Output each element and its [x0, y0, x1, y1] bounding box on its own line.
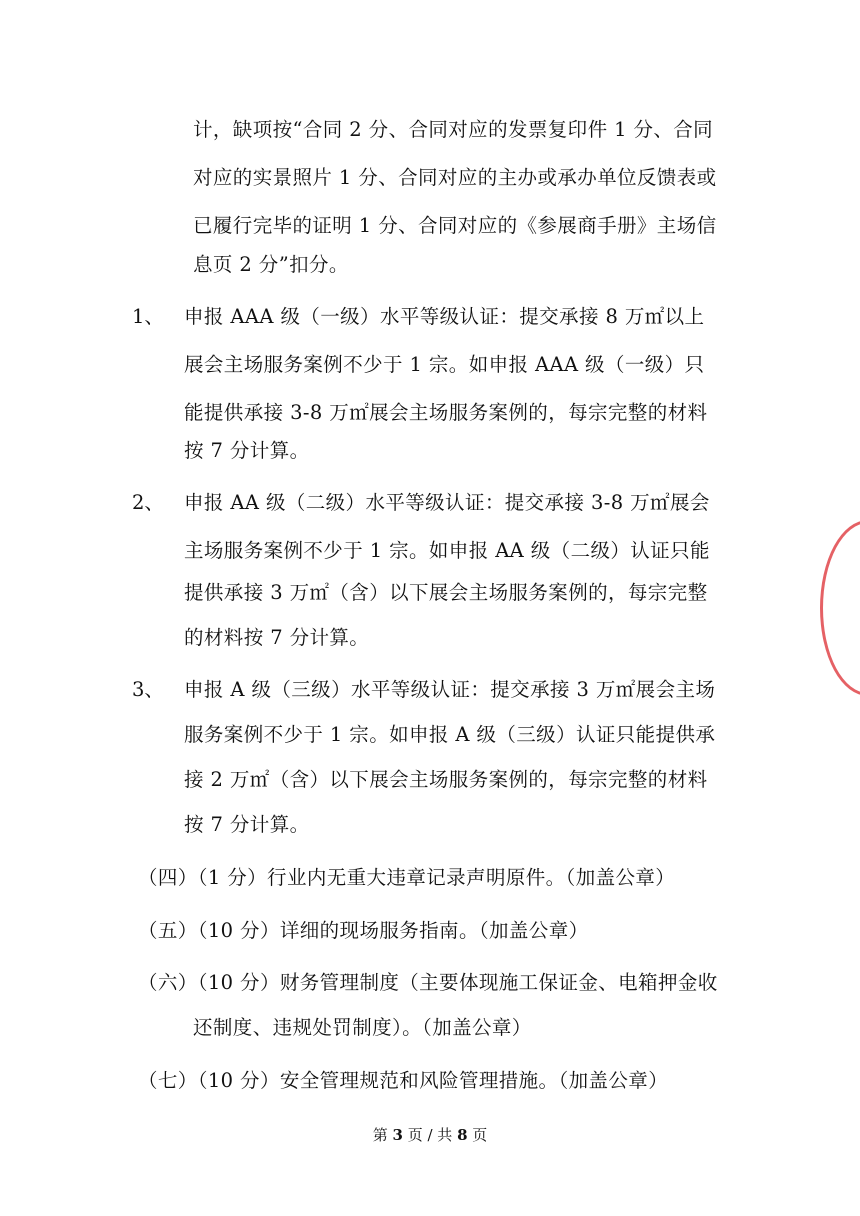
list-item-number: 1、 — [132, 305, 164, 328]
list-item-line: 主场服务案例不少于 1 宗。如申报 AA 级（二级）认证只能 — [184, 539, 710, 562]
current-page-number: 3 — [392, 1126, 403, 1144]
section-line: （四）（1 分）行业内无重大违章记录声明原件。（加盖公章） — [138, 866, 676, 889]
list-item-line: 按 7 分计算。 — [184, 813, 310, 836]
intro-line: 息页 2 分”扣分。 — [193, 253, 349, 276]
section-line: （六）（10 分）财务管理制度（主要体现施工保证金、电箱押金收 — [138, 971, 718, 994]
footer-suffix: 页 — [472, 1126, 488, 1144]
list-item-number: 3、 — [132, 678, 164, 701]
list-item-line: 的材料按 7 分计算。 — [184, 626, 370, 649]
list-item-line: 按 7 分计算。 — [184, 439, 310, 462]
intro-line: 对应的实景照片 1 分、合同对应的主办或承办单位反馈表或 — [193, 166, 717, 189]
seal-stamp-icon — [820, 520, 860, 696]
footer-prefix: 第 — [372, 1126, 388, 1144]
list-item-line: 提供承接 3 万㎡（含）以下展会主场服务案例的，每宗完整 — [184, 581, 708, 604]
list-item-line: 接 2 万㎡（含）以下展会主场服务案例的，每宗完整的材料 — [184, 768, 708, 791]
list-item-line: 申报 A 级（三级）水平等级认证：提交承接 3 万㎡展会主场 — [184, 678, 716, 701]
section-line: 还制度、违规处罚制度）。（加盖公章） — [193, 1016, 532, 1039]
page-footer — [0, 1125, 860, 1145]
list-item-line: 申报 AAA 级（一级）水平等级认证：提交承接 8 万㎡以上 — [184, 305, 705, 328]
list-item-line: 展会主场服务案例不少于 1 宗。如申报 AAA 级（一级）只 — [184, 353, 705, 376]
list-item-line: 申报 AA 级（二级）水平等级认证：提交承接 3-8 万㎡展会 — [184, 491, 710, 514]
intro-line: 计，缺项按“合同 2 分、合同对应的发票复印件 1 分、合同 — [193, 118, 714, 141]
list-item-line: 服务案例不少于 1 宗。如申报 A 级（三级）认证只能提供承 — [184, 723, 716, 746]
total-pages-number: 8 — [457, 1126, 468, 1144]
section-line: （五）（10 分）详细的现场服务指南。（加盖公章） — [138, 919, 589, 942]
footer-middle: 页 / 共 — [407, 1126, 453, 1144]
list-item-line: 能提供承接 3-8 万㎡展会主场服务案例的，每宗完整的材料 — [184, 401, 708, 424]
list-item-number: 2、 — [132, 491, 164, 514]
intro-line: 已履行完毕的证明 1 分、合同对应的《参展商手册》主场信 — [193, 214, 717, 237]
section-line: （七）（10 分）安全管理规范和风险管理措施。（加盖公章） — [138, 1069, 669, 1092]
